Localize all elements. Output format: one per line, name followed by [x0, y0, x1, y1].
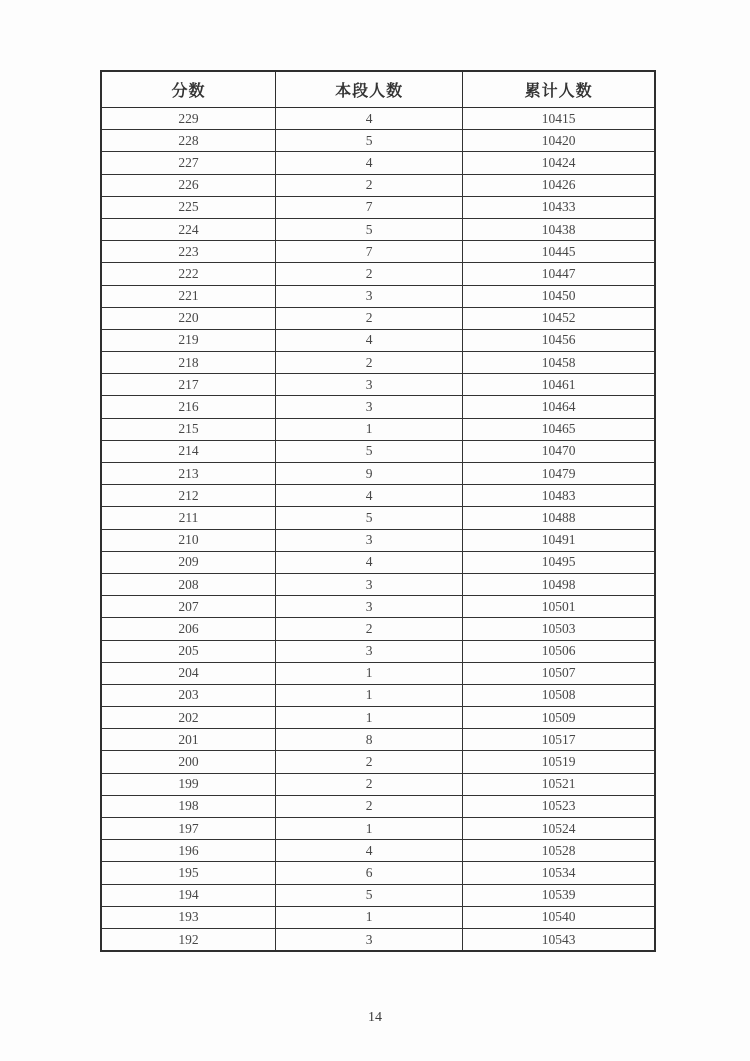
table-row — [101, 707, 655, 729]
table-row — [101, 329, 655, 351]
segment-count-cell: 4 — [276, 329, 463, 351]
score-cell: 222 — [101, 263, 276, 285]
segment-count-cell: 1 — [276, 906, 463, 928]
cumulative-count-cell: 10534 — [463, 862, 655, 884]
score-cell: 224 — [101, 218, 276, 240]
cumulative-count-cell: 10509 — [463, 707, 655, 729]
segment-count-cell: 3 — [276, 640, 463, 662]
table-row — [101, 884, 655, 906]
segment-count-cell: 3 — [276, 396, 463, 418]
cumulative-count-cell: 10479 — [463, 463, 655, 485]
cumulative-count-cell: 10517 — [463, 729, 655, 751]
table-row — [101, 418, 655, 440]
segment-count-cell: 4 — [276, 551, 463, 573]
score-cell: 192 — [101, 928, 276, 951]
table-row — [101, 906, 655, 928]
segment-count-cell: 1 — [276, 684, 463, 706]
cumulative-count-cell: 10543 — [463, 928, 655, 951]
cumulative-count-cell: 10488 — [463, 507, 655, 529]
score-cell: 214 — [101, 440, 276, 462]
table-row — [101, 529, 655, 551]
score-cell: 204 — [101, 662, 276, 684]
score-cell: 197 — [101, 818, 276, 840]
score-cell: 195 — [101, 862, 276, 884]
column-header-cumulative-count: 累计人数 — [463, 71, 655, 108]
score-cell: 228 — [101, 130, 276, 152]
score-cell: 226 — [101, 174, 276, 196]
table-row — [101, 795, 655, 817]
table-row — [101, 352, 655, 374]
cumulative-count-cell: 10464 — [463, 396, 655, 418]
segment-count-cell: 3 — [276, 529, 463, 551]
score-cell: 220 — [101, 307, 276, 329]
cumulative-count-cell: 10461 — [463, 374, 655, 396]
cumulative-count-cell: 10523 — [463, 795, 655, 817]
segment-count-cell: 2 — [276, 618, 463, 640]
score-cell: 205 — [101, 640, 276, 662]
segment-count-cell: 1 — [276, 707, 463, 729]
table-row — [101, 596, 655, 618]
table-row — [101, 573, 655, 595]
cumulative-count-cell: 10507 — [463, 662, 655, 684]
cumulative-count-cell: 10524 — [463, 818, 655, 840]
table-row — [101, 374, 655, 396]
table-row — [101, 662, 655, 684]
segment-count-cell: 7 — [276, 241, 463, 263]
cumulative-count-cell: 10452 — [463, 307, 655, 329]
cumulative-count-cell: 10498 — [463, 573, 655, 595]
cumulative-count-cell: 10433 — [463, 196, 655, 218]
cumulative-count-cell: 10495 — [463, 551, 655, 573]
cumulative-count-cell: 10470 — [463, 440, 655, 462]
cumulative-count-cell: 10506 — [463, 640, 655, 662]
segment-count-cell: 1 — [276, 818, 463, 840]
table-row — [101, 174, 655, 196]
score-cell: 212 — [101, 485, 276, 507]
score-cell: 193 — [101, 906, 276, 928]
table-row — [101, 618, 655, 640]
segment-count-cell: 3 — [276, 596, 463, 618]
score-cell: 210 — [101, 529, 276, 551]
table-row — [101, 840, 655, 862]
score-cell: 217 — [101, 374, 276, 396]
score-cell: 225 — [101, 196, 276, 218]
column-header-segment-count: 本段人数 — [276, 71, 463, 108]
table-row — [101, 485, 655, 507]
table-row — [101, 396, 655, 418]
segment-count-cell: 3 — [276, 573, 463, 595]
score-cell: 221 — [101, 285, 276, 307]
cumulative-count-cell: 10503 — [463, 618, 655, 640]
score-cell: 196 — [101, 840, 276, 862]
cumulative-count-cell: 10450 — [463, 285, 655, 307]
segment-count-cell: 4 — [276, 840, 463, 862]
score-cell: 227 — [101, 152, 276, 174]
segment-count-cell: 3 — [276, 928, 463, 951]
score-cell: 200 — [101, 751, 276, 773]
score-cell: 198 — [101, 795, 276, 817]
segment-count-cell: 4 — [276, 108, 463, 130]
cumulative-count-cell: 10483 — [463, 485, 655, 507]
score-cell: 194 — [101, 884, 276, 906]
cumulative-count-cell: 10445 — [463, 241, 655, 263]
segment-count-cell: 5 — [276, 507, 463, 529]
table-row — [101, 773, 655, 795]
cumulative-count-cell: 10426 — [463, 174, 655, 196]
cumulative-count-cell: 10491 — [463, 529, 655, 551]
table-row — [101, 130, 655, 152]
cumulative-count-cell: 10438 — [463, 218, 655, 240]
score-cell: 216 — [101, 396, 276, 418]
table-row — [101, 241, 655, 263]
column-header-score: 分数 — [101, 71, 276, 108]
segment-count-cell: 2 — [276, 307, 463, 329]
segment-count-cell: 7 — [276, 196, 463, 218]
table-row — [101, 684, 655, 706]
table-row — [101, 196, 655, 218]
table-row — [101, 440, 655, 462]
score-cell: 203 — [101, 684, 276, 706]
segment-count-cell: 8 — [276, 729, 463, 751]
cumulative-count-cell: 10540 — [463, 906, 655, 928]
score-cell: 209 — [101, 551, 276, 573]
score-cell: 223 — [101, 241, 276, 263]
table-row — [101, 507, 655, 529]
cumulative-count-cell: 10447 — [463, 263, 655, 285]
cumulative-count-cell: 10539 — [463, 884, 655, 906]
score-cell: 218 — [101, 352, 276, 374]
cumulative-count-cell: 10508 — [463, 684, 655, 706]
table-row — [101, 263, 655, 285]
segment-count-cell: 1 — [276, 418, 463, 440]
table-row — [101, 307, 655, 329]
segment-count-cell: 5 — [276, 884, 463, 906]
segment-count-cell: 2 — [276, 352, 463, 374]
segment-count-cell: 2 — [276, 773, 463, 795]
score-cell: 215 — [101, 418, 276, 440]
cumulative-count-cell: 10424 — [463, 152, 655, 174]
score-cell: 199 — [101, 773, 276, 795]
segment-count-cell: 2 — [276, 795, 463, 817]
segment-count-cell: 2 — [276, 751, 463, 773]
segment-count-cell: 9 — [276, 463, 463, 485]
segment-count-cell: 2 — [276, 174, 463, 196]
table-row — [101, 729, 655, 751]
score-cell: 211 — [101, 507, 276, 529]
table-row — [101, 551, 655, 573]
table-row — [101, 152, 655, 174]
cumulative-count-cell: 10519 — [463, 751, 655, 773]
table-row — [101, 818, 655, 840]
table-row — [101, 640, 655, 662]
cumulative-count-cell: 10528 — [463, 840, 655, 862]
segment-count-cell: 6 — [276, 862, 463, 884]
table-row — [101, 751, 655, 773]
cumulative-count-cell: 10521 — [463, 773, 655, 795]
score-cell: 207 — [101, 596, 276, 618]
table-row — [101, 463, 655, 485]
cumulative-count-cell: 10415 — [463, 108, 655, 130]
segment-count-cell: 1 — [276, 662, 463, 684]
table-row — [101, 285, 655, 307]
segment-count-cell: 3 — [276, 285, 463, 307]
score-cell: 201 — [101, 729, 276, 751]
segment-count-cell: 4 — [276, 152, 463, 174]
segment-count-cell: 5 — [276, 130, 463, 152]
score-cell: 208 — [101, 573, 276, 595]
table-header-row — [101, 71, 655, 108]
score-cell: 229 — [101, 108, 276, 130]
cumulative-count-cell: 10456 — [463, 329, 655, 351]
page-number: 14 — [368, 1010, 382, 1025]
score-distribution-table — [100, 70, 656, 952]
cumulative-count-cell: 10420 — [463, 130, 655, 152]
score-cell: 213 — [101, 463, 276, 485]
score-cell: 202 — [101, 707, 276, 729]
score-cell: 219 — [101, 329, 276, 351]
table-row — [101, 862, 655, 884]
table-row — [101, 218, 655, 240]
segment-count-cell: 2 — [276, 263, 463, 285]
segment-count-cell: 5 — [276, 440, 463, 462]
cumulative-count-cell: 10501 — [463, 596, 655, 618]
table-row — [101, 928, 655, 951]
cumulative-count-cell: 10465 — [463, 418, 655, 440]
score-cell: 206 — [101, 618, 276, 640]
segment-count-cell: 4 — [276, 485, 463, 507]
cumulative-count-cell: 10458 — [463, 352, 655, 374]
segment-count-cell: 5 — [276, 218, 463, 240]
table-row — [101, 108, 655, 130]
segment-count-cell: 3 — [276, 374, 463, 396]
